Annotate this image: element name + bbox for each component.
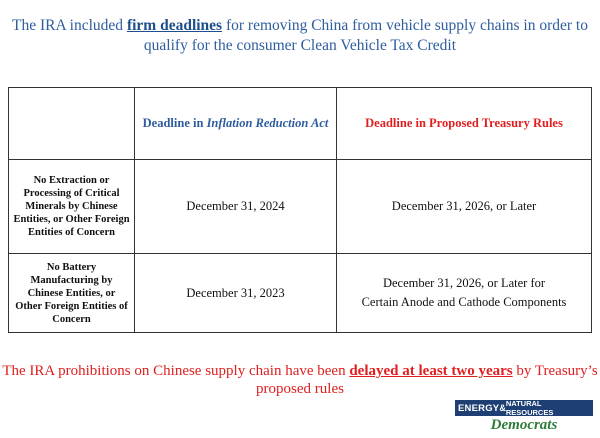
header-ira-deadline <box>135 88 337 160</box>
logo-ampersand: & <box>499 403 506 413</box>
energy-natural-resources-democrats-logo <box>455 400 593 434</box>
title-emphasis: firm deadlines <box>126 17 223 34</box>
treasury-deadline-line1: December 31, 2026, or Later <box>391 199 537 213</box>
title-text-start: The IRA included <box>12 17 127 34</box>
row-treasury-deadline <box>337 160 592 254</box>
footer-emphasis: delayed at least two years <box>349 363 513 379</box>
row-label-battery-manufacturing: No Battery Manufacturing by Chinese Entities, or Other Foreign Entities of Concern <box>9 254 135 333</box>
logo-democrats-text: Democrats <box>490 417 558 433</box>
deadline-table <box>8 87 592 333</box>
row-ira-deadline: December 31, 2023 <box>135 254 337 333</box>
treasury-deadline-line2: Certain Anode and Cathode Components <box>361 295 567 309</box>
treasury-deadline-line1: December 31, 2026, or Later for <box>382 276 546 290</box>
header-empty-cell <box>9 88 135 160</box>
row-ira-deadline: December 31, 2024 <box>135 160 337 254</box>
footer-statement <box>0 362 600 398</box>
logo-band <box>455 400 593 416</box>
logo-energy-text: ENERGY <box>458 402 500 414</box>
table-row <box>9 160 592 254</box>
table-row <box>9 254 592 333</box>
header-treasury-deadline: Deadline in Proposed Treasury Rules <box>337 88 592 160</box>
footer-text-end: by Treasury’s proposed rules <box>256 363 598 397</box>
title-text-end: for removing China from vehicle supply chains in order to qualify for the consumer Clean Vehicle Tax Credit <box>143 17 588 54</box>
page-title <box>0 16 600 56</box>
table-header-row <box>9 88 592 160</box>
logo-natural-resources-text: NATURAL RESOURCES <box>505 399 554 417</box>
footer-text-start: The IRA prohibitions on Chinese supply chain have been <box>2 363 350 379</box>
header-ira-prefix: Deadline in <box>142 116 207 130</box>
row-label-critical-minerals: No Extraction or Processing of Critical Minerals by Chinese Entities, or Other Foreign Entities of Concern <box>9 160 135 254</box>
header-ira-act-name: Inflation Reduction Act <box>206 116 329 130</box>
row-treasury-deadline <box>337 254 592 333</box>
